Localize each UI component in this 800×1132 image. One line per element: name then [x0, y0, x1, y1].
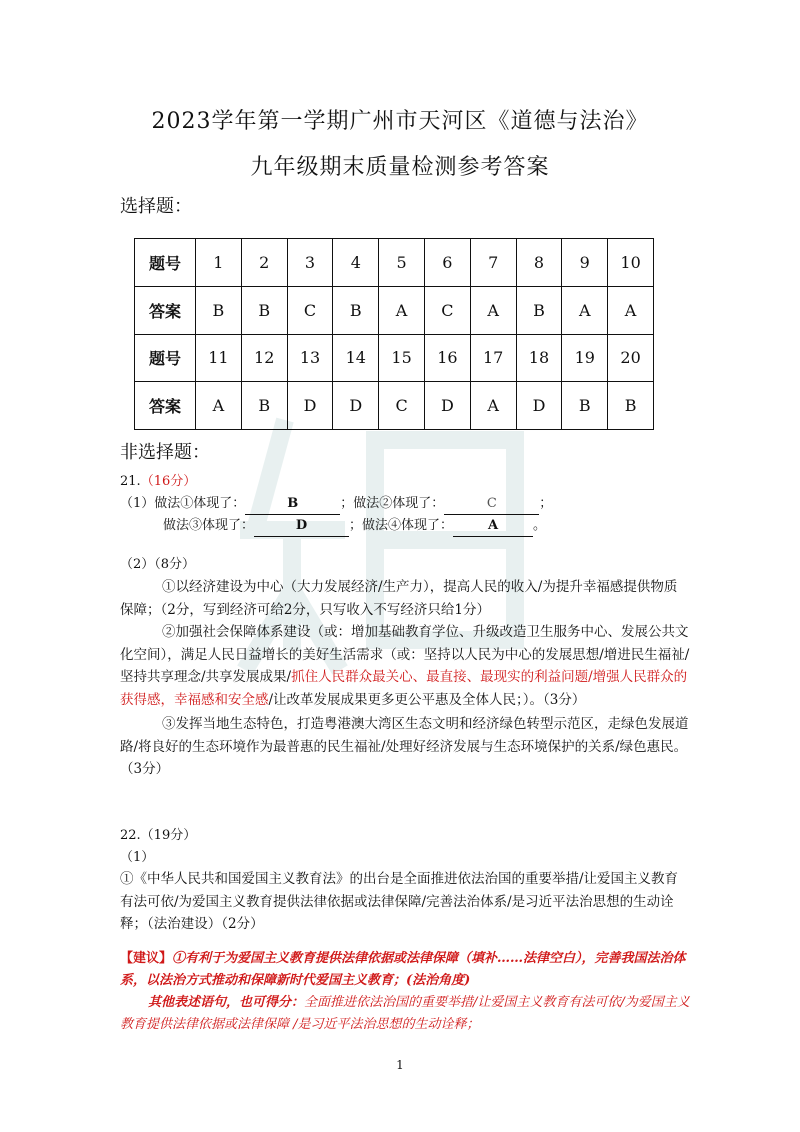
table-cell: A — [196, 382, 242, 430]
q21-header — [120, 472, 196, 492]
table-row-answers-1 — [135, 286, 654, 334]
table-row-numbers-2 — [135, 334, 654, 382]
q21-part2-header: （2）（8分） — [120, 557, 196, 572]
table-cell: B — [608, 382, 654, 430]
table-cell: D — [516, 382, 562, 430]
q21-part2-point3: ③发挥当地生态特色，打造粤港澳大湾区生态文明和经济绿色转型示范区，走绿色发展道路/将良好的生态环境作为最普惠的民生福祉/处理好经济发展与生态环境保护的关系/绿色惠民。（3分） — [120, 716, 689, 777]
table-cell: C — [424, 286, 470, 334]
q21-part1-prefix: （1）做法①体现了： — [120, 496, 246, 511]
answer-table — [134, 238, 654, 430]
table-cell: 2 — [241, 239, 287, 287]
q22-part1-header: （1） — [120, 850, 155, 865]
q21-part1-line2-prefix: 做法③体现了： — [163, 518, 255, 533]
table-row-answers-2 — [135, 382, 654, 430]
table-cell: C — [287, 286, 333, 334]
q21-part2-point2 — [120, 621, 690, 711]
q21-part2-point1: ①以经济建设为中心（大力发展经济/生产力），提高人民的收入/为提升幸福感提供物质保障；（2分，写到经济可给2分，只写收入不写经济只给1分） — [120, 579, 678, 618]
document-title-line1: 2023学年第一学期广州市天河区《道德与法治》 — [151, 109, 649, 134]
table-cell: C — [379, 382, 425, 430]
table-cell: B — [562, 382, 608, 430]
table-cell: 7 — [470, 239, 516, 287]
table-cell: B — [241, 286, 287, 334]
table-cell: 13 — [287, 334, 333, 382]
table-cell: A — [470, 286, 516, 334]
table-cell: 18 — [516, 334, 562, 382]
table-cell: A — [379, 286, 425, 334]
table-cell: B — [516, 286, 562, 334]
table-cell: B — [333, 286, 379, 334]
table-cell: 14 — [333, 334, 379, 382]
q21-sep2: ；做法④体现了： — [349, 518, 454, 533]
table-cell: A — [562, 286, 608, 334]
table-cell: D — [287, 382, 333, 430]
q21-score: （16分） — [140, 474, 197, 489]
table-cell: 10 — [608, 239, 654, 287]
table-cell: D — [424, 382, 470, 430]
q21-sep1: ；做法②体现了： — [340, 496, 445, 511]
choice-section-heading: 选择题： — [120, 196, 192, 217]
table-cell: 16 — [424, 334, 470, 382]
q21-part1-line2 — [163, 516, 546, 537]
other-label: 其他表述语句，也可得分： — [148, 995, 305, 1010]
q21-point2-red-text: 抓住人民群众最关心、最直接、最现实的利益问题/增强人民群众的获得感，幸福感和安全感 — [120, 669, 688, 708]
suggestion-label: 【建议】 — [120, 951, 173, 966]
row-header-question: 题号 — [135, 239, 196, 287]
q21-point2-text-b: /让改革发展成果更多更公平惠及全体人民；）。（3分） — [268, 691, 586, 708]
table-cell: 15 — [379, 334, 425, 382]
table-cell: 9 — [562, 239, 608, 287]
q22-header: 22.（19分） — [120, 828, 197, 843]
page-number: 1 — [396, 1058, 404, 1072]
table-cell: 19 — [562, 334, 608, 382]
table-row-numbers-1 — [135, 239, 654, 287]
q21-part1-line1 — [120, 494, 552, 515]
q21-point2-text-a: ②加强社会保障体系建设（或：增加基础教育学位、升级改造卫生服务中心、发展公共文化空间），满足人民日益增长的美好生活需求（或：坚持以人民为中心的发展思想/增进民生福祉/坚持共享理念/共享发展成果/ — [120, 624, 690, 685]
table-cell: B — [196, 286, 242, 334]
q21-answer-4: A — [453, 516, 533, 537]
table-cell: 1 — [196, 239, 242, 287]
q21-end2: 。 — [533, 518, 547, 533]
q21-answer-3: D — [254, 516, 349, 537]
table-cell: 4 — [333, 239, 379, 287]
table-cell: 17 — [470, 334, 516, 382]
row-header-question: 题号 — [135, 334, 196, 382]
q21-answer-1: B — [245, 494, 340, 515]
q22-suggestion — [120, 948, 690, 992]
row-header-answer: 答案 — [135, 382, 196, 430]
q21-answer-2: C — [444, 494, 539, 515]
other-text: 全面推进依法治国的重要举措/让爱国主义教育有法可依/为爱国主义教育提供法律依据或法律保障 /是习近平法治思想的生动诠释； — [120, 995, 690, 1032]
nonchoice-section-heading: 非选择题： — [120, 442, 210, 463]
suggestion-text: ①有利于为爱国主义教育提供法律依据或法律保障（填补……法律空白），完善我国法治体系，以法治方式推动和保障新时代爱国主义教育； — [120, 951, 686, 988]
table-cell: 20 — [608, 334, 654, 382]
q21-end1: ； — [539, 496, 553, 511]
suggestion-tag: (法治角度) — [406, 973, 471, 988]
table-cell: B — [241, 382, 287, 430]
table-cell: 12 — [241, 334, 287, 382]
table-cell: A — [608, 286, 654, 334]
table-cell: 11 — [196, 334, 242, 382]
table-cell: 6 — [424, 239, 470, 287]
q22-other-acceptable — [120, 992, 690, 1036]
q21-number: 21. — [120, 474, 141, 489]
table-cell: D — [333, 382, 379, 430]
table-cell: 3 — [287, 239, 333, 287]
table-cell: A — [470, 382, 516, 430]
table-cell: 8 — [516, 239, 562, 287]
document-title-line2: 九年级期末质量检测参考答案 — [250, 155, 550, 180]
row-header-answer: 答案 — [135, 286, 196, 334]
q22-part1-point1: ①《中华人民共和国爱国主义教育法》的出台是全面推进依法治国的重要举措/让爱国主义教育有法可依/为爱国主义教育提供法律依据或法律保障/完善法治体系/是习近平法治思想的生动诠释；（法治建设）（2分） — [120, 871, 679, 932]
table-cell: 5 — [379, 239, 425, 287]
